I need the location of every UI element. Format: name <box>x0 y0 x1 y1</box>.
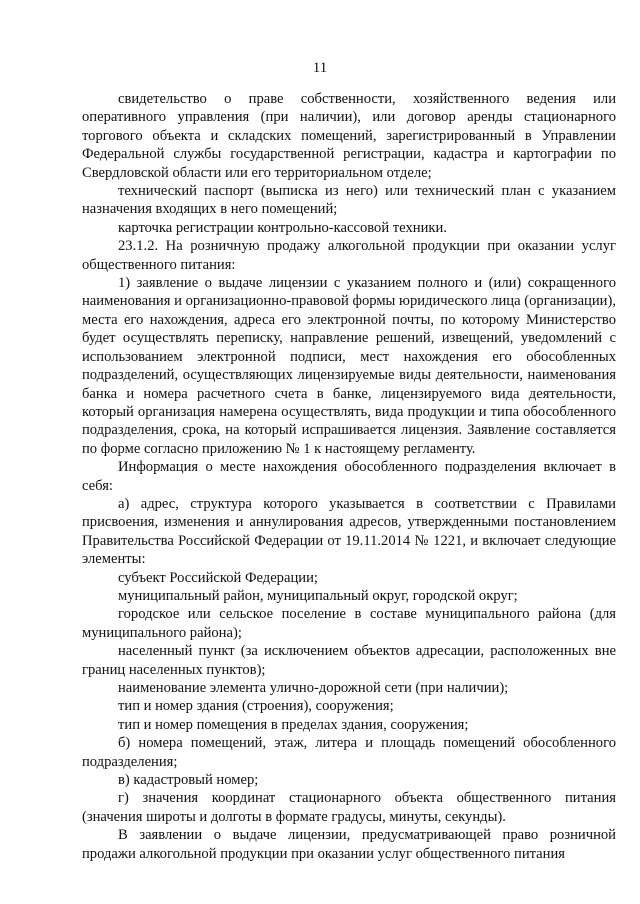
paragraph: г) значения координат стационарного объекта общественного питания (значения широты и долготы в формате градусы, минуты, секунды). <box>82 790 616 825</box>
paragraph: 1) заявление о выдаче лицензии с указанием полного и (или) сокращенного наименования и организационно-правовой формы юридического лица (организации), места его нахождения, адреса его электронной почты, по которому Министерство будет осуществлять переписку, направление решений, извещений, уведомлений с использованием электронной подписи, мест нахождения его обособленных подразделений, осуществляющих лицензируемые виды деятельности, наименования банка и номера расчетного счета в банке, лицензируемого вида деятельности, который организация намерена осуществлять, вида продукции и типа обособленного подразделения, срока, на который испрашивается лицензия. Заявление составляется по форме согласно приложению № 1 к настоящему регламенту. <box>82 275 616 457</box>
paragraph: субъект Российской Федерации; <box>118 569 318 586</box>
paragraph: тип и номер здания (строения), сооружения; <box>118 698 394 715</box>
paragraph: населенный пункт (за исключением объектов адресации, расположенных вне границ населенных пунктов); <box>82 643 616 678</box>
paragraph: городское или сельское поселение в составе муниципального района (для муниципального района); <box>82 606 616 641</box>
paragraph: свидетельство о праве собственности, хозяйственного ведения или оперативного управления (при наличии), или договор аренды стационарного торгового объекта и складских помещений, зарегистрированный в Управлении Федеральной службы государственной регистрации, кадастра и картографии по Свердловской области или его территориальном отделе; <box>82 91 616 181</box>
paragraph: тип и номер помещения в пределах здания, сооружения; <box>118 716 469 733</box>
paragraph: 23.1.2. На розничную продажу алкогольной продукции при оказании услуг общественного питания: <box>82 238 616 273</box>
paragraph: в) кадастровый номер; <box>118 772 259 789</box>
paragraph: Информация о месте нахождения обособленного подразделения включает в себя: <box>82 459 616 494</box>
page-number: 11 <box>312 60 328 76</box>
paragraph: В заявлении о выдаче лицензии, предусматривающей право розничной продажи алкогольной продукции при оказании услуг общественного питания <box>82 827 616 862</box>
paragraph: б) номера помещений, этаж, литера и площадь помещений обособленного подразделения; <box>82 735 616 770</box>
paragraph: технический паспорт (выписка из него) или технический план с указанием назначения входящих в него помещений; <box>82 183 616 218</box>
paragraph: карточка регистрации контрольно-кассовой техники. <box>118 219 447 236</box>
paragraph: муниципальный район, муниципальный округ, городской округ; <box>118 587 518 604</box>
paragraph: наименование элемента улично-дорожной сети (при наличии); <box>118 680 509 696</box>
paragraph: а) адрес, структура которого указывается в соответствии с Правилами присвоения, изменения и аннулирования адресов, утвержденными постановлением Правительства Российской Федерации от 19.11.2014 № 1221, и включает следующие элементы: <box>82 495 616 568</box>
document-body <box>82 90 616 863</box>
